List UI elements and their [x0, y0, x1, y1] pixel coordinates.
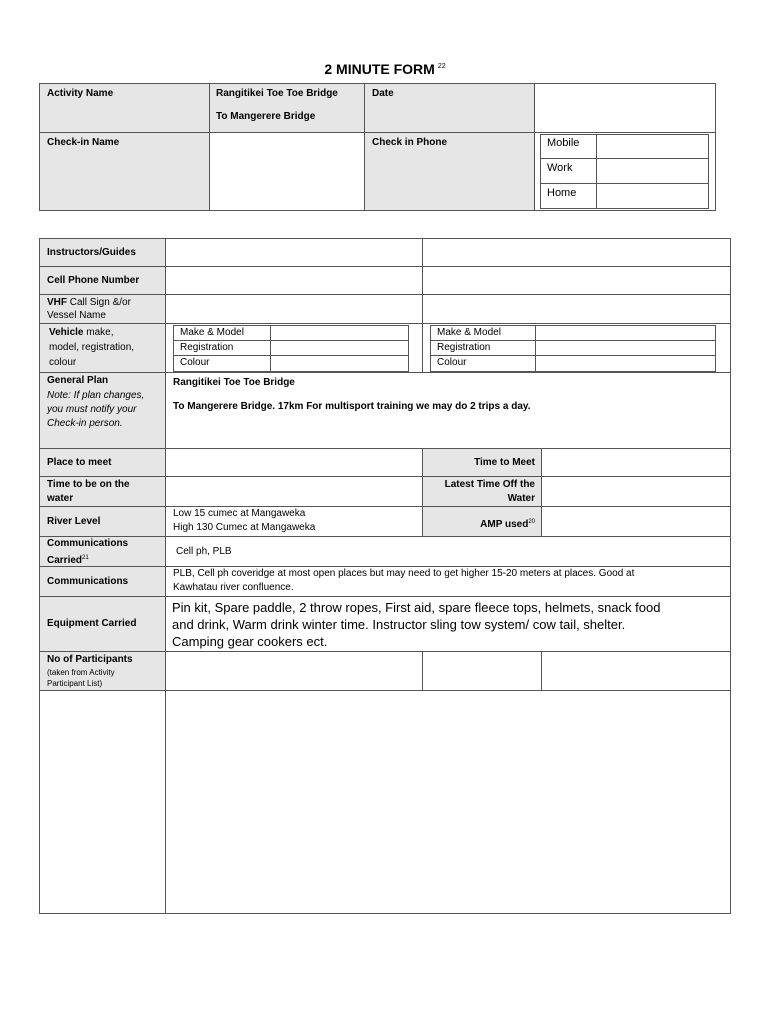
vehicle-colour-label-2: Colour: [437, 357, 467, 368]
notes-input[interactable]: [165, 690, 731, 914]
vehicle-colour-label-cell-2: [430, 355, 536, 372]
participants-label: No of Participants: [47, 654, 133, 665]
cell-phone-label-cell: [39, 266, 166, 295]
general-plan-input[interactable]: [165, 372, 731, 449]
communications-label: Communications: [47, 576, 129, 587]
vehicle-make-label-cell-2: [430, 325, 536, 341]
participants-note: (taken from Activity: [47, 668, 115, 677]
checkin-name-label-cell: [39, 132, 210, 211]
phone-work-label: Work: [547, 162, 573, 174]
communications-label-cell: [39, 566, 166, 597]
comms-carried-label: Communications: [47, 538, 129, 549]
equipment-label: Equipment Carried: [47, 618, 137, 629]
vehicle-make-label-cell: [173, 325, 271, 341]
checkin-name-label: Check-in Name: [47, 137, 120, 148]
vehicle-make-label: Make & Model: [180, 327, 244, 338]
activity-name-value-cell[interactable]: [209, 83, 365, 133]
activity-name-value: Rangitikei Toe Toe Bridge: [216, 88, 338, 99]
vehicle-colour-label-cell: [173, 355, 271, 372]
river-level-line-2: High 130 Cumec at Mangaweka: [173, 522, 316, 533]
latest-off-label: Latest Time Off the: [444, 479, 535, 490]
time-on-water-label-2: water: [47, 493, 74, 504]
instructors-label-cell: [39, 238, 166, 267]
vhf-label-cell: [39, 294, 166, 324]
vehicle-colour-input[interactable]: [270, 355, 409, 372]
time-to-meet-input[interactable]: [541, 448, 731, 477]
equipment-label-cell: [39, 596, 166, 652]
comms-carried-label-cell: [39, 536, 166, 567]
communications-input[interactable]: [165, 566, 731, 597]
comms-carried-value: Cell ph, PLB: [176, 546, 232, 557]
amp-label-cell: [422, 506, 542, 537]
general-plan-line-1: Rangitikei Toe Toe Bridge: [173, 377, 295, 388]
place-to-meet-input[interactable]: [165, 448, 423, 477]
vehicle-label-cell: [39, 323, 166, 373]
vehicle-make-input[interactable]: [270, 325, 409, 341]
participants-input-2[interactable]: [422, 651, 542, 691]
participants-label-cell: [39, 651, 166, 691]
amp-input[interactable]: [541, 506, 731, 537]
latest-off-label-2: Water: [507, 493, 535, 504]
vhf-label: VHF Call Sign &/or: [47, 297, 131, 308]
phone-mobile-input[interactable]: [596, 134, 709, 159]
instructors-input-2[interactable]: [422, 238, 731, 267]
general-plan-label: General Plan: [47, 375, 109, 386]
cell-phone-input-2[interactable]: [422, 266, 731, 295]
form-title: 2 MINUTE FORM $^{22}$: [324, 61, 446, 77]
participants-note-2: Participant List): [47, 679, 103, 688]
notes-label-cell: [39, 690, 166, 914]
participants-input-3[interactable]: [541, 651, 731, 691]
vhf-input-2[interactable]: [422, 294, 731, 324]
time-on-water-input[interactable]: [165, 476, 423, 507]
activity-name-value-2: To Mangerere Bridge: [216, 111, 316, 122]
equipment-value-2: and drink, Warm drink winter time. Instructor sling tow system/ cow tail, shelter.: [172, 617, 626, 632]
vehicle-label-2: model, registration,: [49, 342, 135, 353]
latest-off-input[interactable]: [541, 476, 731, 507]
vhf-input-1[interactable]: [165, 294, 423, 324]
time-on-water-label-cell: [39, 476, 166, 507]
vehicle-registration-label-cell-2: [430, 340, 536, 356]
general-plan-label-cell: [39, 372, 166, 449]
checkin-name-input[interactable]: [209, 132, 365, 211]
phone-work-label-cell: [540, 158, 597, 184]
time-to-meet-label: Time to Meet: [474, 457, 535, 468]
cell-phone-label: Cell Phone Number: [47, 275, 140, 286]
comms-carried-label-2: Carried$^{21}$: [47, 555, 89, 566]
communications-value-2: Kawhatau river confluence.: [173, 582, 294, 593]
vehicle-registration-label-cell: [173, 340, 271, 356]
cell-phone-input-1[interactable]: [165, 266, 423, 295]
activity-name-label: Activity Name: [47, 88, 114, 99]
checkin-phone-label-cell: [364, 132, 535, 211]
vehicle-registration-input-2[interactable]: [535, 340, 716, 356]
vehicle-colour-label: Colour: [180, 357, 210, 368]
communications-value: PLB, Cell ph coveridge at most open places but may need to get higher 15-20 meters at places. Good at: [173, 568, 635, 579]
phone-home-label-cell: [540, 183, 597, 209]
vehicle-make-label-2: Make & Model: [437, 327, 501, 338]
equipment-input[interactable]: [165, 596, 731, 652]
amp-label: AMP used$^{20}$: [480, 519, 535, 530]
general-plan-note: Note: If plan changes, you must notify your Check-in person.: [47, 390, 145, 429]
date-input[interactable]: [534, 83, 716, 133]
phone-home-input[interactable]: [596, 183, 709, 209]
time-to-meet-label-cell: [422, 448, 542, 477]
vehicle-registration-label: Registration: [180, 342, 234, 353]
river-level-line-1: Low 15 cumec at Mangaweka: [173, 508, 306, 519]
vehicle-registration-label-2: Registration: [437, 342, 491, 353]
vehicle-make-input-2[interactable]: [535, 325, 716, 341]
equipment-value-3: Camping gear cookers ect.: [172, 634, 328, 649]
phone-home-label: Home: [547, 187, 577, 199]
activity-name-label-cell: [39, 83, 210, 133]
vehicle-label-3: colour: [49, 357, 77, 368]
vehicle-label: Vehicle make,: [49, 327, 114, 338]
place-to-meet-label: Place to meet: [47, 457, 112, 468]
checkin-phone-label: Check in Phone: [372, 137, 448, 148]
equipment-value: Pin kit, Spare paddle, 2 throw ropes, First aid, spare fleece tops, helmets, snack food: [172, 600, 661, 615]
general-plan-line-2: To Mangerere Bridge. 17km For multisport training we may do 2 trips a day.: [173, 401, 531, 412]
phone-mobile-label-cell: [540, 134, 597, 159]
river-level-label-cell: [39, 506, 166, 537]
participants-input-1[interactable]: [165, 651, 423, 691]
river-level-input[interactable]: [165, 506, 423, 537]
vehicle-registration-input[interactable]: [270, 340, 409, 356]
phone-mobile-label: Mobile: [547, 137, 580, 149]
vehicle-colour-input-2[interactable]: [535, 355, 716, 372]
river-level-label: River Level: [47, 516, 101, 527]
vhf-label-2: Vessel Name: [47, 310, 106, 321]
date-label-cell: [364, 83, 535, 133]
phone-work-input[interactable]: [596, 158, 709, 184]
comms-carried-input[interactable]: [165, 536, 731, 567]
place-to-meet-label-cell: [39, 448, 166, 477]
date-label: Date: [372, 88, 394, 99]
latest-off-label-cell: [422, 476, 542, 507]
instructors-input-1[interactable]: [165, 238, 423, 267]
time-on-water-label: Time to be on the: [47, 479, 130, 490]
instructors-label: Instructors/Guides: [47, 247, 136, 258]
